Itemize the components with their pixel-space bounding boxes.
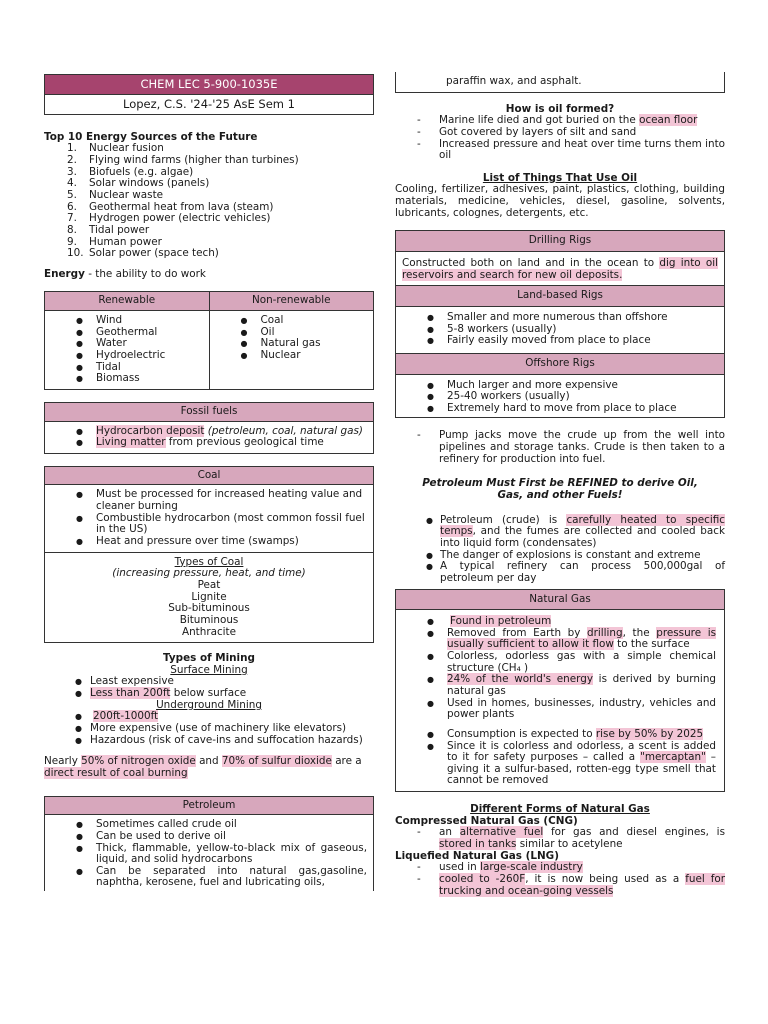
coal-type: Peat: [197, 578, 221, 591]
list-item: ● Must be processed for increased heating value and cleaner burning: [45, 489, 365, 512]
list-item: ● Geothermal: [45, 327, 209, 339]
emissions-note: Nearly 50% of nitrogen oxide and 70% of sulfur dioxide are a direct result of coal burning: [44, 755, 362, 779]
oil-uses-section: [395, 173, 725, 220]
list-item: ● Can be separated into natural gas,gasoline, naphtha, kerosene, fuel and lubricating oils,: [45, 866, 367, 889]
nonrenewable-column: [210, 292, 374, 388]
nonrenewable-list: [210, 311, 374, 366]
course-title-bar: CHEM LEC 5-900-1035E: [44, 74, 374, 95]
lng-list: [395, 862, 725, 897]
fossil-fuels-header: Fossil fuels: [45, 403, 373, 422]
list-item: 5. Nuclear waste: [67, 188, 164, 201]
list-item: ● Colorless, odorless gas with a simple chemical structure (CH₄ ): [396, 651, 716, 674]
underground-mining-heading: Underground Mining: [156, 698, 262, 711]
list-item: ● 200ft-1000ft: [44, 711, 374, 723]
oil-uses-text: Cooling, fertilizer, adhesives, paint, plastics, clothing, building materials, medicine, vehicles, diesel, gasoline, solvents, lubricants, colognes, detergents, etc.: [395, 183, 725, 219]
list-item: ● Heat and pressure over time (swamps): [45, 536, 365, 548]
list-item: - used in large-scale industry: [395, 862, 725, 874]
petroleum-list: [45, 815, 373, 891]
coal-list: [45, 485, 373, 551]
list-item: ● A typical refinery can process 500,000gal of petroleum per day: [395, 561, 725, 584]
mining-heading: Types of Mining: [163, 652, 255, 665]
left-column: [44, 74, 374, 891]
surface-mining-heading: Surface Mining: [170, 663, 248, 676]
coal-type: Anthracite: [181, 625, 237, 638]
list-item: ● Tidal: [45, 362, 209, 374]
list-item: ● Less than 200ft below surface: [44, 688, 374, 700]
petroleum-header: Petroleum: [45, 797, 373, 816]
list-item: ● Much larger and more expensive: [396, 380, 724, 392]
list-item: ● Wind: [45, 315, 209, 327]
renewable-list: [45, 311, 209, 389]
list-item: ● 25-40 workers (usually): [396, 391, 724, 403]
list-item: - Got covered by layers of silt and sand: [395, 127, 725, 139]
cng-title: Compressed Natural Gas (CNG): [395, 814, 578, 827]
list-item: ● Thick, flammable, yellow-to-black mix of gaseous, liquid, and solid hydrocarbons: [45, 843, 367, 866]
list-item: - Increased pressure and heat over time turns them into oil: [395, 139, 725, 162]
list-item: ● Fairly easily moved from place to place: [396, 335, 724, 347]
list-item: ● 24% of the world's energy is derived by burning natural gas: [396, 674, 716, 697]
types-of-coal-subtitle: (increasing pressure, heat, and time): [112, 567, 306, 580]
right-column: [395, 72, 725, 897]
drilling-rigs-text: Constructed both on land and in the ocean to dig into oil reservoirs and search for new oil deposits.: [396, 252, 724, 286]
list-item: ● Oil: [210, 327, 374, 339]
list-item: ● Coal: [210, 315, 374, 327]
list-item: ● Used in homes, businesses, industry, vehicles and power plants: [396, 698, 716, 721]
lng-title: Liquefied Natural Gas (LNG): [395, 849, 559, 862]
offshore-rigs-list: [396, 375, 724, 418]
list-item: ● Combustible hydrocarbon (most common fossil fuel in the US): [45, 513, 365, 536]
petroleum-continued: paraffin wax, and asphalt.: [395, 72, 725, 93]
coal-type: Lignite: [191, 590, 227, 603]
list-item: 10. Solar power (space tech): [67, 247, 219, 260]
land-rigs-header: Land-based Rigs: [396, 286, 724, 307]
list-item: ● Can be used to derive oil: [45, 831, 367, 843]
list-item: ● Nuclear: [210, 350, 374, 362]
drilling-rigs-header: Drilling Rigs: [396, 231, 724, 252]
coal-type: Sub-bituminous: [168, 602, 250, 615]
natural-gas-list: [396, 610, 724, 791]
coal-header: Coal: [45, 467, 373, 486]
list-item: ● Natural gas: [210, 338, 374, 350]
list-item: 2. Flying wind farms (higher than turbines): [67, 154, 299, 167]
energy-definition: Energy - the ability to do work: [44, 267, 206, 280]
list-item: ● Hydrocarbon deposit (petroleum, coal, natural gas): [45, 426, 365, 438]
top10-list: [44, 143, 374, 259]
oil-formed-heading: How is oil formed?: [505, 102, 615, 115]
list-item: 9. Human power: [67, 235, 162, 248]
top10-heading: Top 10 Energy Sources of the Future: [44, 130, 258, 143]
author-line: Lopez, C.S. '24-'25 AsE Sem 1: [44, 95, 374, 115]
list-item: 4. Solar windows (panels): [67, 177, 210, 190]
drilling-rigs-box: [395, 230, 725, 418]
list-item: 1. Nuclear fusion: [67, 142, 164, 155]
types-of-coal-heading: Types of Coal: [174, 555, 244, 568]
oil-formed-list: [395, 115, 725, 162]
mining-section: [44, 653, 374, 746]
list-item: ● Consumption is expected to rise by 50% by 2025: [396, 729, 716, 741]
list-item: ● Removed from Earth by drilling, the pressure is usually sufficient to allow it flow to the surface: [396, 628, 716, 651]
list-item: 3. Biofuels (e.g. algae): [67, 165, 194, 178]
list-item: ● Petroleum (crude) is carefully heated to specific temps, and the fumes are collected and cooled back into liquid form (condensates): [395, 515, 725, 550]
list-item: - Marine life died and got buried on the ocean floor: [395, 115, 725, 127]
underground-mining-list: [44, 711, 374, 746]
petroleum-box: [44, 796, 374, 891]
top10-section: [44, 132, 374, 260]
list-item: ● Found in petroleum: [396, 616, 716, 628]
list-item: ● Sometimes called crude oil: [45, 819, 367, 831]
list-item: ● Extremely hard to move from place to place: [396, 403, 724, 415]
list-item: ● 5-8 workers (usually): [396, 324, 724, 336]
gas-forms-section: [395, 804, 725, 897]
refine-list: [395, 515, 725, 585]
list-item: 8. Tidal power: [67, 223, 150, 236]
types-of-coal: [45, 552, 373, 642]
gas-forms-heading: Different Forms of Natural Gas: [470, 803, 650, 816]
oil-uses-heading: List of Things That Use Oil: [482, 171, 638, 184]
list-item: ● Since it is colorless and odorless, a scent is added to it for safety purposes – called a "mercaptan" – giving it a sulfur-based, rotten-egg type smell that cannot be removed: [396, 741, 716, 788]
list-item: ● Hazardous (risk of cave-ins and suffocation hazards): [44, 735, 374, 747]
fossil-fuels-box: [44, 402, 374, 454]
cng-list: [395, 827, 725, 850]
surface-mining-list: [44, 676, 374, 699]
list-item: - Pump jacks move the crude up from the well into pipelines and storage tanks. Crude is then taken to a refinery for production into fuel.: [395, 430, 725, 465]
land-rigs-list: [396, 307, 724, 354]
list-item: 6. Geothermal heat from lava (steam): [67, 200, 274, 213]
coal-type: Bituminous: [179, 613, 239, 626]
list-item: - cooled to -260F, it is now being used as a fuel for trucking and ocean-going vessels: [395, 874, 725, 897]
list-item: ● The danger of explosions is constant and extreme: [395, 550, 725, 562]
list-item: ● Hydroelectric: [45, 350, 209, 362]
nonrenewable-header: Non-renewable: [210, 292, 374, 311]
list-item: ● Least expensive: [44, 676, 374, 688]
energy-sources-table: [44, 291, 374, 389]
list-item: ● Smaller and more numerous than offshore: [396, 312, 724, 324]
renewable-column: [45, 292, 210, 388]
list-item: ● More expensive (use of machinery like elevators): [44, 723, 374, 735]
coal-box: [44, 466, 374, 643]
pump-jack-note: [395, 430, 725, 465]
list-item: ● Water: [45, 338, 209, 350]
list-item: ● Biomass: [45, 373, 209, 385]
list-item: 7. Hydrogen power (electric vehicles): [67, 212, 271, 225]
list-item: ● Living matter from previous geological time: [45, 437, 365, 449]
natural-gas-header: Natural Gas: [396, 590, 724, 611]
list-item: - an alternative fuel for gas and diesel engines, is stored in tanks similar to acetylene: [395, 827, 725, 850]
fossil-fuels-list: [45, 422, 373, 453]
oil-formed-section: [395, 104, 725, 162]
offshore-rigs-header: Offshore Rigs: [396, 354, 724, 375]
natural-gas-box: [395, 589, 725, 793]
renewable-header: Renewable: [45, 292, 209, 311]
refine-heading: Petroleum Must First be REFINED to derive Oil, Gas, and other Fuels!: [422, 477, 698, 502]
